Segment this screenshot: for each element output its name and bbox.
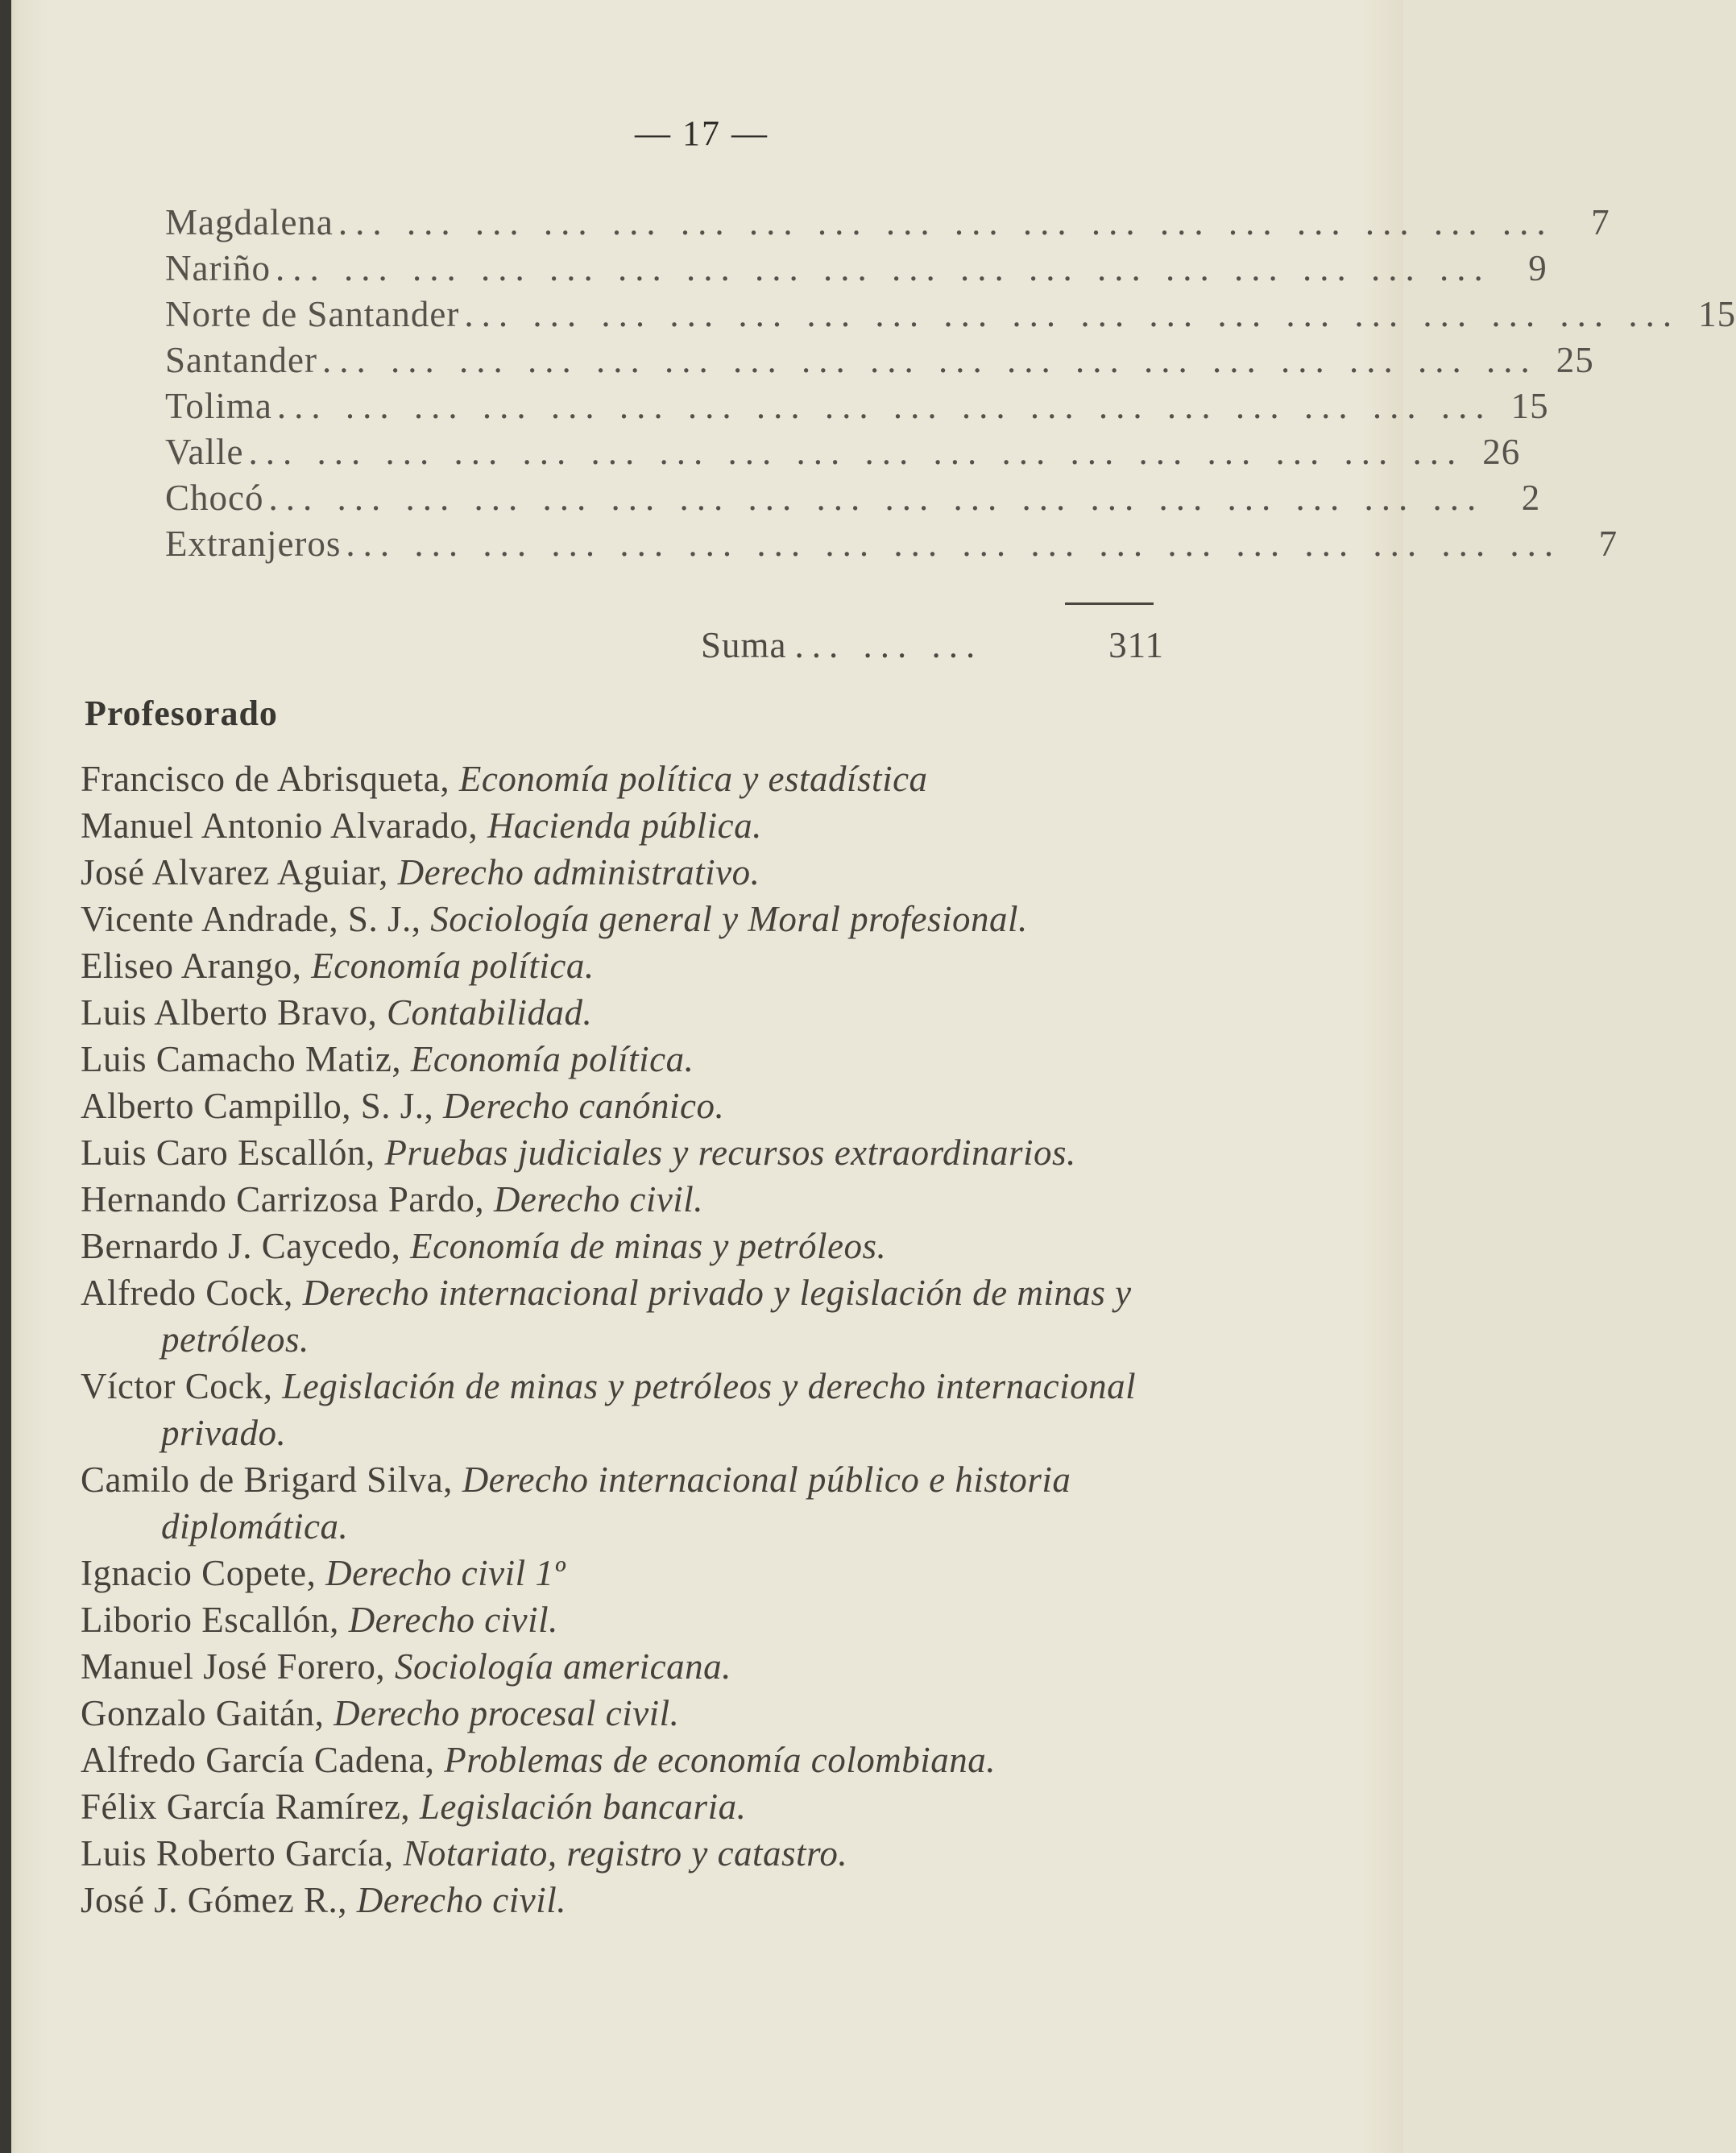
faculty-name: José Alvarez Aguiar, [81,852,388,892]
list-item [81,1596,1249,1643]
enrollment-table [165,201,1736,569]
row-label: Valle [165,432,244,472]
list-item [81,849,1249,896]
row-value: 15 [1510,386,1549,426]
faculty-subject: Derecho civil 1º [325,1553,566,1593]
faculty-subject: Economía política. [311,946,595,986]
leader-dots: ... ... ... ... ... ... ... ... ... ... ... ... ... ... ... ... ... ... [338,202,1554,242]
faculty-subject: Hacienda pública. [487,805,762,846]
leader-dots: ... ... ... ... ... ... ... ... ... ... ... ... ... ... ... ... ... ... [346,524,1562,564]
leader-dots: ... ... ... ... ... ... ... ... ... ... ... ... ... ... ... ... ... ... [276,386,1493,426]
sum-rule [1065,602,1154,605]
row-value: 7 [1598,524,1618,564]
row-value: 7 [1591,202,1610,242]
list-item [81,1690,1249,1737]
faculty-name: Gonzalo Gaitán, [81,1693,325,1733]
faculty-subject: Derecho canónico. [443,1086,725,1126]
faculty-name: Luis Caro Escallón, [81,1132,375,1173]
faculty-name: Eliseo Arango, [81,946,302,986]
row-label: Tolima [165,386,272,426]
faculty-subject: Derecho internacional público e historia diplomática. [161,1459,1071,1546]
list-item [81,1737,1249,1783]
table-row [165,385,1549,431]
faculty-subject: Derecho procesal civil. [334,1693,680,1733]
faculty-list [81,756,1249,1923]
row-label: Santander [165,340,317,380]
leader-dots: ... ... ... [794,625,984,665]
faculty-name: Manuel José Forero, [81,1646,386,1687]
faculty-subject: Economía de minas y petróleos. [410,1226,887,1266]
faculty-name: Bernardo J. Caycedo, [81,1226,401,1266]
faculty-subject: Derecho internacional privado y legislación de minas y petróleos. [161,1273,1132,1360]
faculty-name: Liborio Escallón, [81,1600,339,1640]
row-label: Norte de Santander [165,294,460,334]
faculty-subject: Legislación bancaria. [419,1787,747,1827]
list-item [81,989,1249,1036]
table-row [165,247,1547,293]
list-item [81,802,1249,849]
leader-dots: ... ... ... ... ... ... ... ... ... ... ... ... ... ... ... ... ... ... [275,248,1491,288]
faculty-name: Luis Camacho Matiz, [81,1039,402,1079]
faculty-subject: Sociología americana. [394,1646,731,1687]
faculty-name: Luis Roberto García, [81,1833,394,1874]
list-item [81,1456,1249,1550]
faculty-subject: Derecho civil. [348,1600,558,1640]
list-item [81,1363,1249,1456]
row-label: Extranjeros [165,524,342,564]
faculty-name: Luis Alberto Bravo, [81,992,378,1033]
faculty-subject: Derecho civil. [493,1179,704,1219]
list-item [81,1176,1249,1223]
list-item [81,1783,1249,1830]
list-item [81,1830,1249,1877]
faculty-subject: Economía política. [410,1039,694,1079]
faculty-name: Camilo de Brigard Silva, [81,1459,453,1500]
list-item [81,1550,1249,1596]
list-item [81,1643,1249,1690]
row-value: 9 [1528,248,1547,288]
faculty-name: Alfredo García Cadena, [81,1740,435,1780]
sum-row [701,624,1164,666]
faculty-name: Ignacio Copete, [81,1553,317,1593]
row-value: 25 [1556,340,1594,380]
faculty-name: Víctor Cock, [81,1366,273,1406]
sum-label: Suma [701,625,787,665]
leader-dots: ... ... ... ... ... ... ... ... ... ... ... ... ... ... ... ... ... ... [464,294,1680,334]
table-row [165,201,1610,247]
faculty-subject: Economía política y estadística [458,759,928,799]
list-item [81,756,1249,802]
row-label: Magdalena [165,202,334,242]
table-row [165,293,1736,339]
sum-value: 311 [1108,625,1164,665]
list-item [81,1083,1249,1129]
list-item [81,1269,1249,1363]
leader-dots: ... ... ... ... ... ... ... ... ... ... ... ... ... ... ... ... ... ... [321,340,1538,380]
row-label: Nariño [165,248,271,288]
table-row [165,431,1521,477]
list-item [81,942,1249,989]
row-label: Chocó [165,478,264,518]
faculty-name: Hernando Carrizosa Pardo, [81,1179,485,1219]
faculty-subject: Pruebas judiciales y recursos extraordinarios. [384,1132,1076,1173]
list-item [81,1877,1249,1923]
table-row [165,339,1594,385]
faculty-name: Francisco de Abrisqueta, [81,759,450,799]
leader-dots: ... ... ... ... ... ... ... ... ... ... ... ... ... ... ... ... ... ... [268,478,1485,518]
list-item [81,1129,1249,1176]
faculty-subject: Derecho civil. [356,1880,566,1920]
faculty-subject: Notariato, registro y catastro. [403,1833,848,1874]
list-item [81,896,1249,942]
leader-dots: ... ... ... ... ... ... ... ... ... ... ... ... ... ... ... ... ... ... [248,432,1465,472]
row-value: 15 [1698,294,1736,334]
faculty-subject: Problemas de economía colombiana. [444,1740,996,1780]
faculty-subject: Derecho administrativo. [397,852,760,892]
row-value: 2 [1521,478,1541,518]
table-row [165,477,1541,523]
faculty-name: Alberto Campillo, S. J., [81,1086,434,1126]
faculty-name: José J. Gómez R., [81,1880,347,1920]
faculty-name: Alfredo Cock, [81,1273,293,1313]
list-item [81,1223,1249,1269]
table-row [165,523,1618,569]
row-value: 26 [1482,432,1521,472]
faculty-name: Manuel Antonio Alvarado, [81,805,479,846]
list-item [81,1036,1249,1083]
faculty-subject: Sociología general y Moral profesional. [430,899,1028,939]
faculty-subject: Legislación de minas y petróleos y derecho internacional privado. [161,1366,1137,1453]
faculty-name: Vicente Andrade, S. J., [81,899,421,939]
faculty-name: Félix García Ramírez, [81,1787,411,1827]
binding-edge [0,0,11,2153]
page-number: — 17 — [635,114,769,153]
section-heading: Profesorado [85,694,278,733]
faculty-subject: Contabilidad. [386,992,593,1033]
